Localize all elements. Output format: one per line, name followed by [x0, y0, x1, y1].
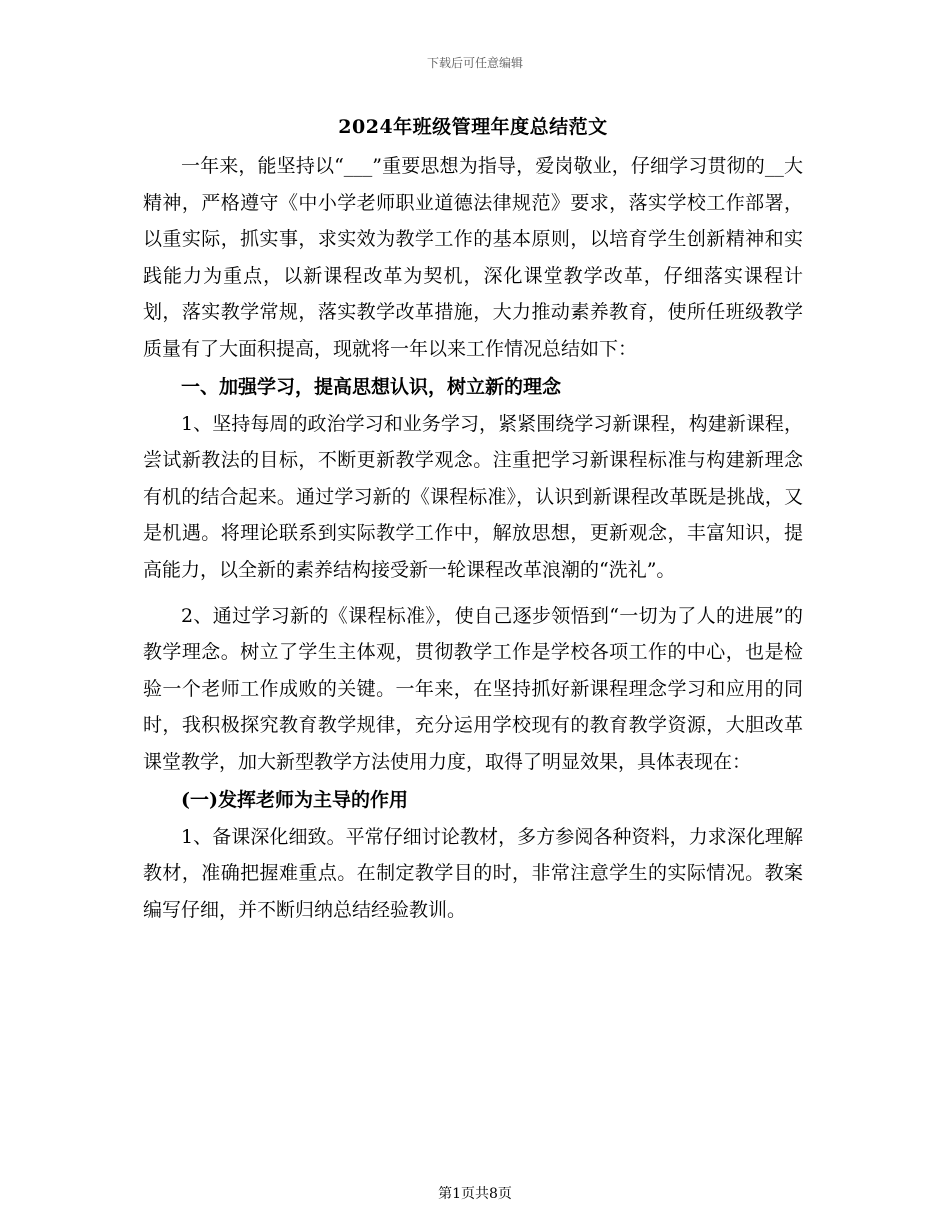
intro-paragraph: 一年来，能坚持以“___”重要思想为指导，爱岗敬业，仔细学习贯彻的__大精神，严格遵守《中小学老师职业道德法律规范》要求，落实学校工作部署，以重实际，抓实事，求实效为教学工作的基本原则，以培育学生创新精神和实践能力为重点，以新课程改革为契机，深化课堂教学改革，仔细落实课程计划，落实教学常规，落实教学改革措施，大力推动素养教育，使所任班级教学质量有了大面积提高，现就将一年以来工作情况总结如下： — [143, 155, 803, 360]
document-body — [143, 112, 803, 928]
document-title: 2024年班级管理年度总结范文 — [338, 116, 608, 138]
page-footer: 第1页共8页 — [438, 1186, 512, 1202]
subheading-1: (一)发挥老师为主导的作用 — [181, 788, 408, 811]
page-header: 下载后可任意编辑 — [426, 56, 523, 70]
paragraph-1: 1、坚持每周的政治学习和业务学习，紧紧围绕学习新课程，构建新课程，尝试新教法的目标，不断更新教学观念。注重把学习新课程标准与构建新理念有机的结合起来。通过学习新的《课程标准》，认识到新课程改革既是挑战，又是机遇。将理论联系到实际教学工作中，解放思想，更新观念，丰富知识，提高能力，以全新的素养结构接受新一轮课程改革浪潮的“洗礼”。 — [143, 412, 803, 581]
section-heading-1: 一、加强学习，提高思想认识，树立新的理念 — [181, 375, 562, 398]
paragraph-2: 2、通过学习新的《课程标准》，使自己逐步领悟到“一切为了人的进展”的教学理念。树立了学生主体观，贯彻教学工作是学校各项工作的中心，也是检验一个老师工作成败的关键。一年来，在坚持抓好新课程理念学习和应用的同时，我积极探究教育教学规律，充分运用学校现有的教育教学资源，大胆改革课堂教学，加大新型教学方法使用力度，取得了明显效果，具体表现在： — [143, 604, 803, 773]
paragraph-3: 1、备课深化细致。平常仔细讨论教材，多方参阅各种资料，力求深化理解教材，准确把握难重点。在制定教学目的时，非常注意学生的实际情况。教案编写仔细，并不断归纳总结经验教训。 — [143, 825, 803, 921]
